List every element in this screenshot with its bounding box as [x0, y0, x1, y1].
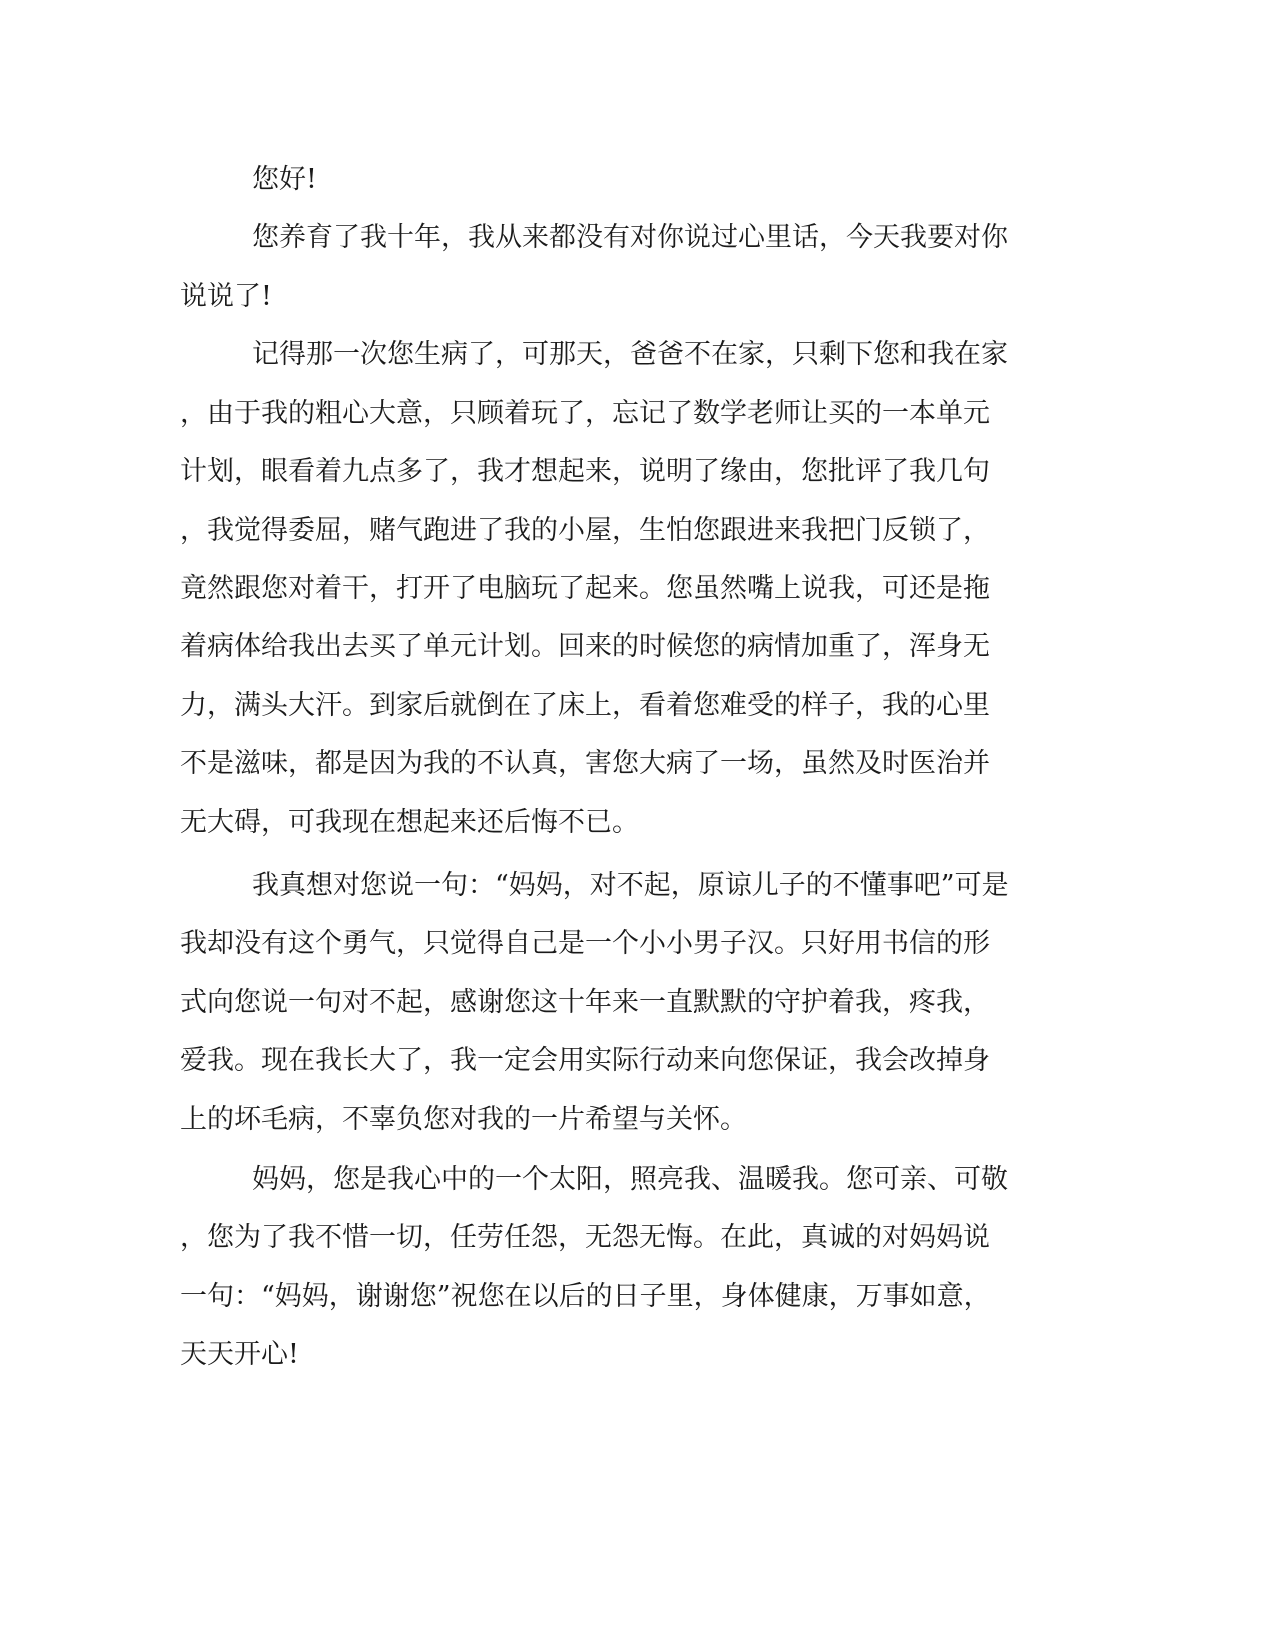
paragraph-2-line-4: ，我觉得委屈，赌气跑进了我的小屋，生怕您跟进来我把门反锁了， — [180, 515, 990, 546]
paragraph-2-line-3: 计划，眼看着九点多了，我才想起来，说明了缘由，您批评了我几句 — [180, 456, 990, 487]
paragraph-2-line-2: ，由于我的粗心大意，只顾着玩了，忘记了数学老师让买的一本单元 — [180, 398, 990, 429]
paragraph-3-line-3: 式向您说一句对不起，感谢您这十年来一直默默的守护着我，疼我， — [180, 987, 990, 1018]
paragraph-1-line-2: 说说了! — [180, 281, 272, 312]
greeting-line: 您好! — [252, 164, 317, 195]
paragraph-4-line-2: ，您为了我不惜一切，任劳任怨，无怨无悔。在此，真诚的对妈妈说 — [180, 1222, 990, 1253]
paragraph-2-line-6: 着病体给我出去买了单元计划。回来的时候您的病情加重了，浑身无 — [180, 631, 990, 662]
paragraph-4-line-1: 妈妈，您是我心中的一个太阳，照亮我、温暖我。您可亲、可敬 — [252, 1164, 1008, 1195]
paragraph-2-line-7: 力，满头大汗。到家后就倒在了床上，看着您难受的样子，我的心里 — [180, 690, 990, 721]
paragraph-3-line-5: 上的坏毛病，不辜负您对我的一片希望与关怀。 — [180, 1104, 747, 1135]
paragraph-2-line-8: 不是滋味，都是因为我的不认真，害您大病了一场，虽然及时医治并 — [180, 748, 990, 779]
paragraph-3-line-4: 爱我。现在我长大了，我一定会用实际行动来向您保证，我会改掉身 — [180, 1045, 990, 1076]
paragraph-2-line-1: 记得那一次您生病了，可那天，爸爸不在家，只剩下您和我在家 — [252, 339, 1008, 370]
paragraph-4-line-3: 一句：“妈妈，谢谢您”祝您在以后的日子里，身体健康，万事如意， — [180, 1281, 991, 1312]
paragraph-2-line-9: 无大碍，可我现在想起来还后悔不已。 — [180, 807, 639, 838]
paragraph-3-line-1: 我真想对您说一句：“妈妈，对不起，原谅儿子的不懂事吧”可是 — [252, 870, 1009, 901]
paragraph-1-line-1: 您养育了我十年，我从来都没有对你说过心里话，今天我要对你 — [252, 222, 1008, 253]
paragraph-4-line-4: 天天开心! — [180, 1339, 299, 1370]
paragraph-2-line-5: 竟然跟您对着干，打开了电脑玩了起来。您虽然嘴上说我，可还是拖 — [180, 573, 990, 604]
paragraph-3-line-2: 我却没有这个勇气，只觉得自己是一个小小男子汉。只好用书信的形 — [180, 928, 990, 959]
